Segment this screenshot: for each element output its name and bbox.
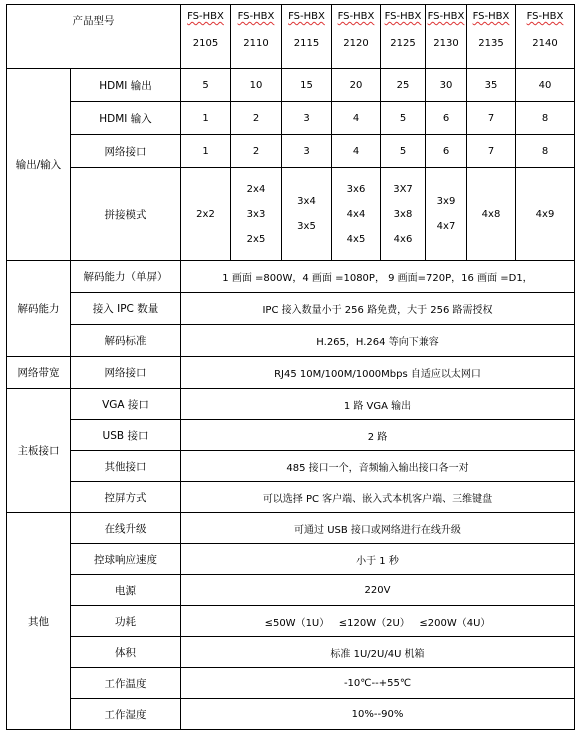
other-category: 其他	[7, 513, 71, 730]
other-label: 控球响应速度	[71, 544, 181, 575]
hdmi-in-value: 4	[332, 102, 381, 135]
board-label: USB 接口	[71, 420, 181, 451]
decode-row	[7, 325, 575, 357]
decode-value: 1 画面 =800W，4 画面 =1080P， 9 画面=720P，16 画面 =D1，	[181, 261, 575, 293]
decode-value: IPC 接入数量小于 256 路免费，大于 256 路需授权	[181, 293, 575, 325]
splice-value: 2x4 3x3 2x5	[231, 168, 282, 261]
hdmi-out-row	[7, 69, 575, 102]
io-category: 输出/输入	[7, 69, 71, 261]
splice-value: 3x4 3x5	[282, 168, 332, 261]
splice-value: 4x9	[516, 168, 575, 261]
other-row	[7, 513, 575, 544]
model-2115: FS-HBX 2115	[282, 5, 332, 69]
hdmi-in-value: 8	[516, 102, 575, 135]
other-value: 可通过 USB 接口或网络进行在线升级	[181, 513, 575, 544]
net-value: 7	[467, 135, 516, 168]
network-category: 网络带宽	[7, 357, 71, 389]
board-row	[7, 451, 575, 482]
model-2120: FS-HBX 2120	[332, 5, 381, 69]
other-label: 工作温度	[71, 668, 181, 699]
hdmi-out-value: 5	[181, 69, 231, 102]
board-value: 485 接口一个，音频输入输出接口各一对	[181, 451, 575, 482]
net-row	[7, 135, 575, 168]
board-category: 主板接口	[7, 389, 71, 513]
board-label: VGA 接口	[71, 389, 181, 420]
hdmi-out-value: 30	[426, 69, 467, 102]
other-value: -10℃--+55℃	[181, 668, 575, 699]
board-label: 其他接口	[71, 451, 181, 482]
board-value: 可以选择 PC 客户端、嵌入式本机客户端、三维键盘	[181, 482, 575, 513]
hdmi-in-value: 5	[381, 102, 426, 135]
header-row	[7, 5, 575, 69]
other-value: 小于 1 秒	[181, 544, 575, 575]
product-label: 产品型号	[7, 5, 181, 69]
decode-label: 接入 IPC 数量	[71, 293, 181, 325]
decode-label: 解码能力（单屏）	[71, 261, 181, 293]
board-row	[7, 420, 575, 451]
hdmi-out-value: 25	[381, 69, 426, 102]
hdmi-in-value: 3	[282, 102, 332, 135]
hdmi-in-value: 2	[231, 102, 282, 135]
splice-row	[7, 168, 575, 261]
spec-table	[6, 4, 575, 730]
other-value: 标准 1U/2U/4U 机箱	[181, 637, 575, 668]
other-row	[7, 606, 575, 637]
hdmi-in-label: HDMI 输入	[71, 102, 181, 135]
model-2130: FS-HBX 2130	[426, 5, 467, 69]
other-label: 功耗	[71, 606, 181, 637]
other-value: 220V	[181, 575, 575, 606]
hdmi-out-value: 20	[332, 69, 381, 102]
board-row	[7, 389, 575, 420]
other-label: 工作湿度	[71, 699, 181, 730]
hdmi-out-value: 35	[467, 69, 516, 102]
model-2125: FS-HBX 2125	[381, 5, 426, 69]
hdmi-in-value: 7	[467, 102, 516, 135]
model-2135: FS-HBX 2135	[467, 5, 516, 69]
decode-row	[7, 293, 575, 325]
network-label: 网络接口	[71, 357, 181, 389]
other-label: 电源	[71, 575, 181, 606]
other-row	[7, 699, 575, 730]
net-value: 4	[332, 135, 381, 168]
other-row	[7, 668, 575, 699]
board-label: 控屏方式	[71, 482, 181, 513]
other-row	[7, 637, 575, 668]
board-row	[7, 482, 575, 513]
model-2105: FS-HBX 2105	[181, 5, 231, 69]
network-row	[7, 357, 575, 389]
decode-category: 解码能力	[7, 261, 71, 357]
model-2110: FS-HBX 2110	[231, 5, 282, 69]
other-label: 体积	[71, 637, 181, 668]
other-row	[7, 544, 575, 575]
net-value: 3	[282, 135, 332, 168]
hdmi-out-value: 40	[516, 69, 575, 102]
other-value: 10%--90%	[181, 699, 575, 730]
hdmi-out-label: HDMI 输出	[71, 69, 181, 102]
splice-value: 3x6 4x4 4x5	[332, 168, 381, 261]
other-label: 在线升级	[71, 513, 181, 544]
network-value: RJ45 10M/100M/1000Mbps 自适应以太网口	[181, 357, 575, 389]
hdmi-out-value: 15	[282, 69, 332, 102]
net-value: 6	[426, 135, 467, 168]
net-value: 8	[516, 135, 575, 168]
decode-label: 解码标准	[71, 325, 181, 357]
splice-label: 拼接模式	[71, 168, 181, 261]
decode-row	[7, 261, 575, 293]
model-2140: FS-HBX 2140	[516, 5, 575, 69]
net-value: 1	[181, 135, 231, 168]
net-value: 5	[381, 135, 426, 168]
other-row	[7, 575, 575, 606]
board-value: 1 路 VGA 输出	[181, 389, 575, 420]
hdmi-in-value: 6	[426, 102, 467, 135]
board-value: 2 路	[181, 420, 575, 451]
hdmi-in-value: 1	[181, 102, 231, 135]
splice-value: 4x8	[467, 168, 516, 261]
decode-value: H.265，H.264 等向下兼容	[181, 325, 575, 357]
net-label: 网络接口	[71, 135, 181, 168]
splice-value: 3X7 3x8 4x6	[381, 168, 426, 261]
hdmi-out-value: 10	[231, 69, 282, 102]
other-value: ≤50W（1U） ≤120W（2U） ≤200W（4U）	[181, 606, 575, 637]
hdmi-in-row	[7, 102, 575, 135]
net-value: 2	[231, 135, 282, 168]
splice-value: 3x9 4x7	[426, 168, 467, 261]
splice-value: 2x2	[181, 168, 231, 261]
